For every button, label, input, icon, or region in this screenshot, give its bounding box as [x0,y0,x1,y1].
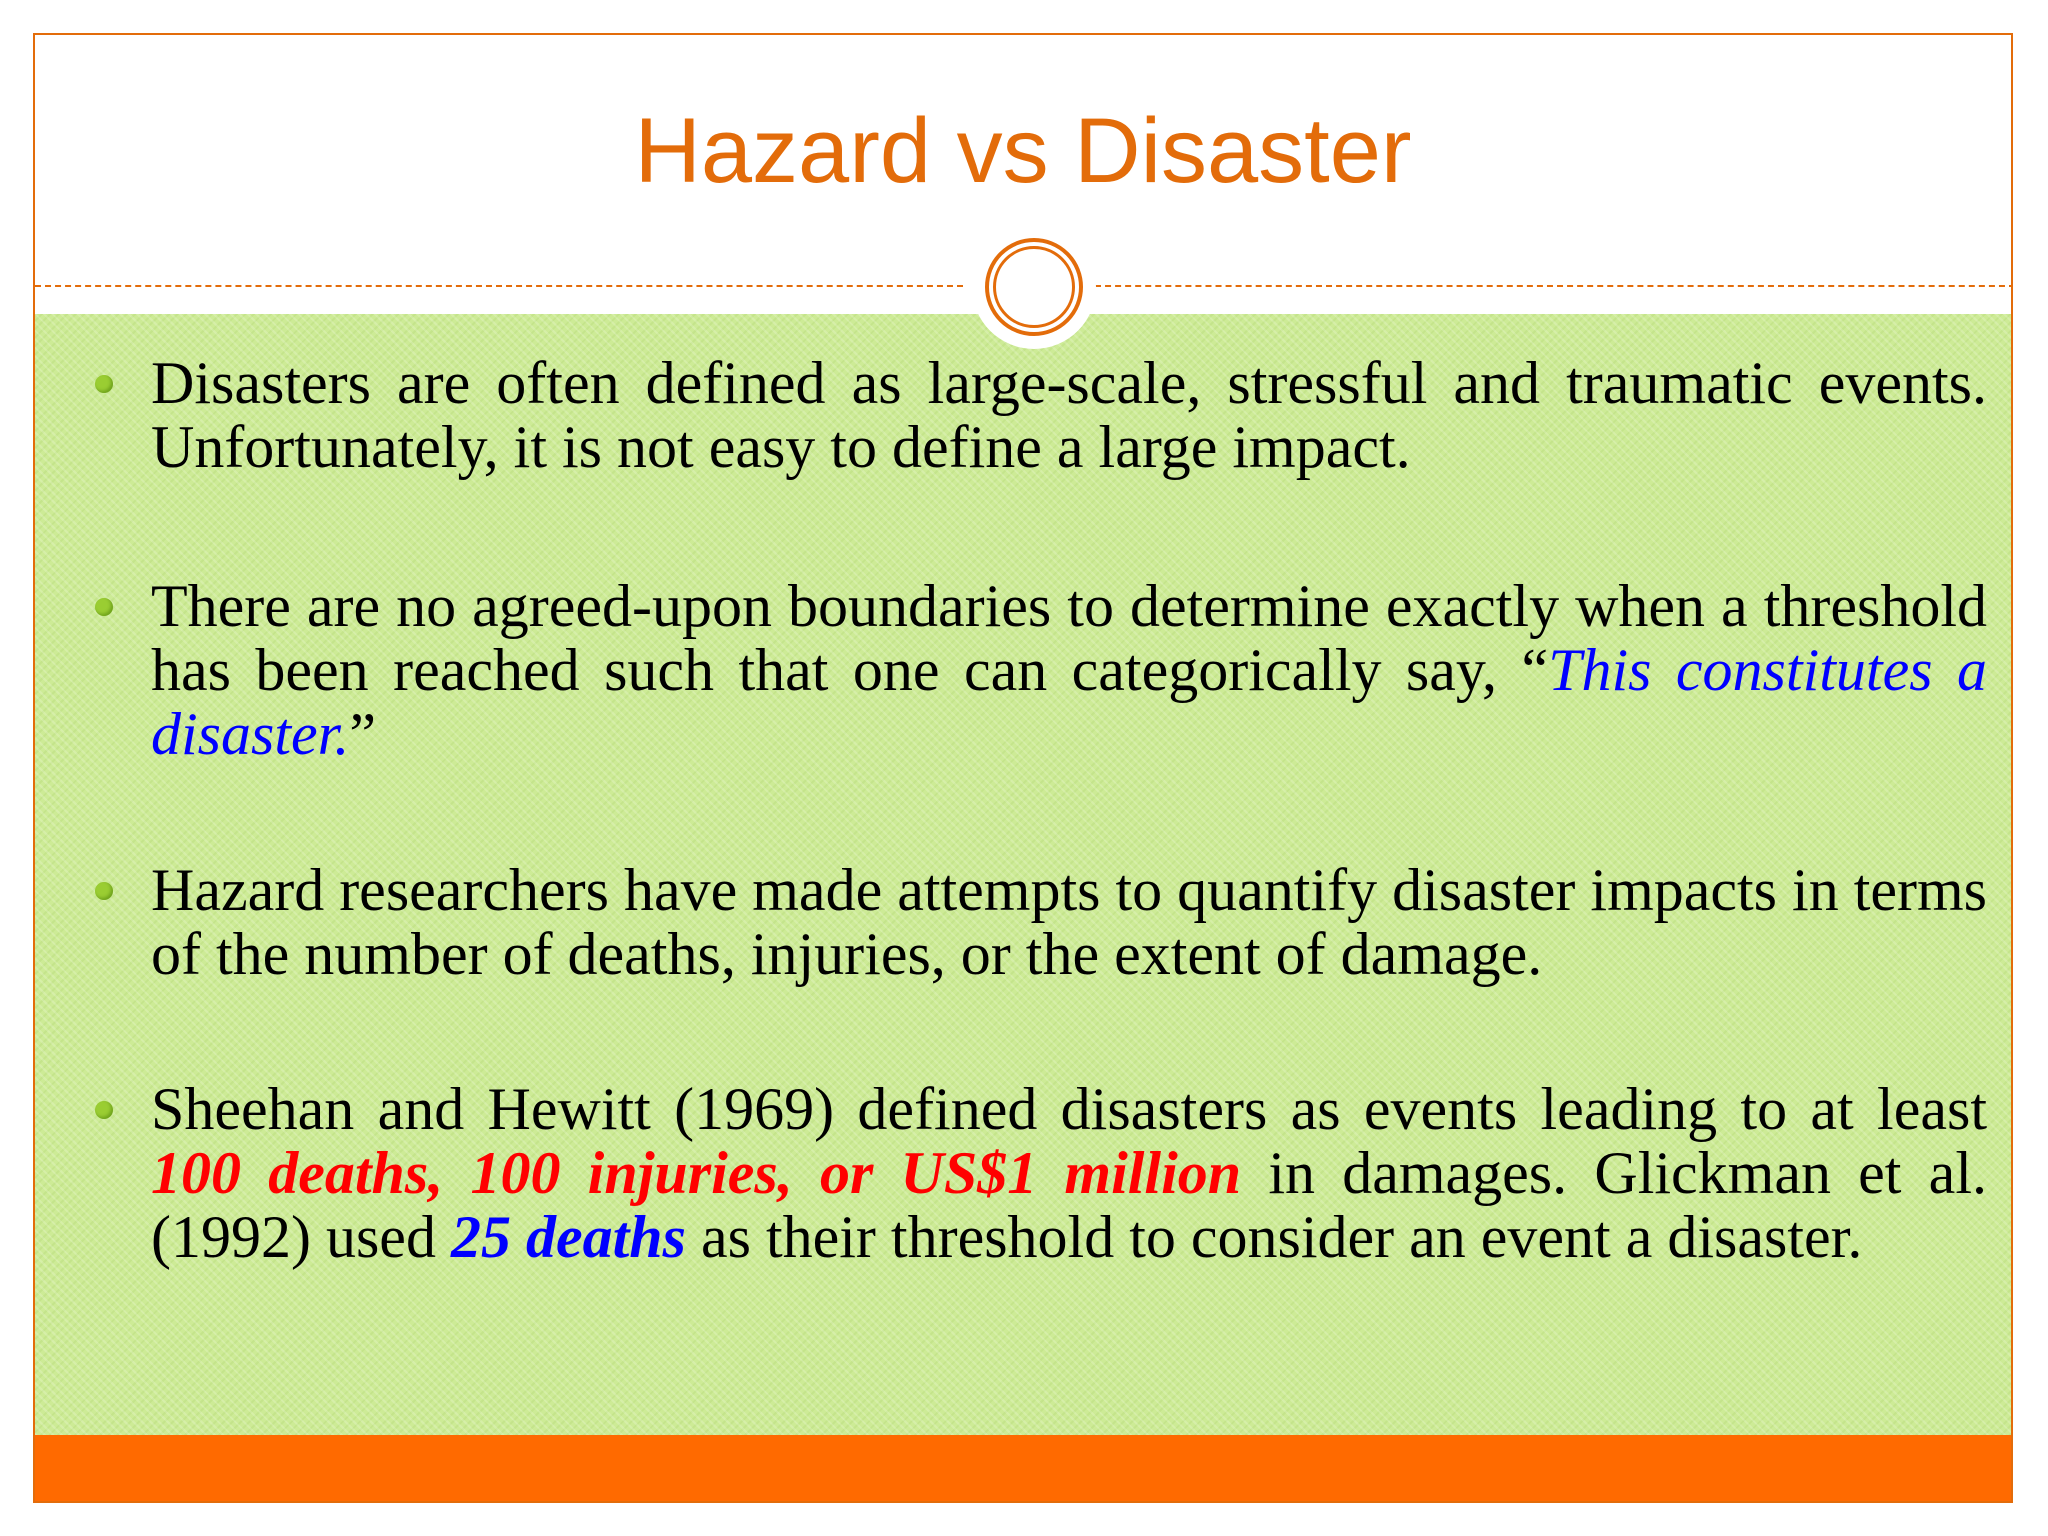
bullet-item-4 [151,1077,1987,1269]
bullet-dot-icon [95,882,113,900]
blue-highlight: 25 deaths [450,1204,686,1270]
bullet-item-2 [151,574,1987,766]
bullet-text: as their threshold to consider an event a disaster. [685,1204,1863,1270]
bullet-text: Disasters are often defined as large-scale, stressful and traumatic events. Unfortunately, it is not easy to define a large impact. [151,350,1987,480]
red-highlight: 100 deaths, 100 injuries, or US$1 million [151,1140,1242,1206]
bullet-dot-icon [95,1101,113,1119]
bullet-dot-icon [95,375,113,393]
bullet-item-1 [151,351,1987,479]
bullet-text: There are no agreed-upon boundaries to determine exactly when a threshold has been reached such that one can categorically say, “ [151,573,1987,703]
bullet-text: Hazard researchers have made attempts to quantify disaster impacts in terms of the number of deaths, injuries, or the extent of damage. [151,857,1987,987]
slide-title: Hazard vs Disaster [634,100,1412,202]
bullet-text: in damages. Glickman et al. (1992) used [151,1140,1987,1270]
quote-highlight: This constitutes a disaster. [151,637,1988,767]
bullet-item-3 [151,858,1987,986]
bullet-list [35,35,2011,1501]
slide [33,33,2013,1503]
bullet-text: Sheehan and Hewitt (1969) defined disasters as events leading to at least [151,1076,1987,1142]
bullet-dot-icon [95,598,113,616]
bullet-text-end: ” [349,701,377,767]
